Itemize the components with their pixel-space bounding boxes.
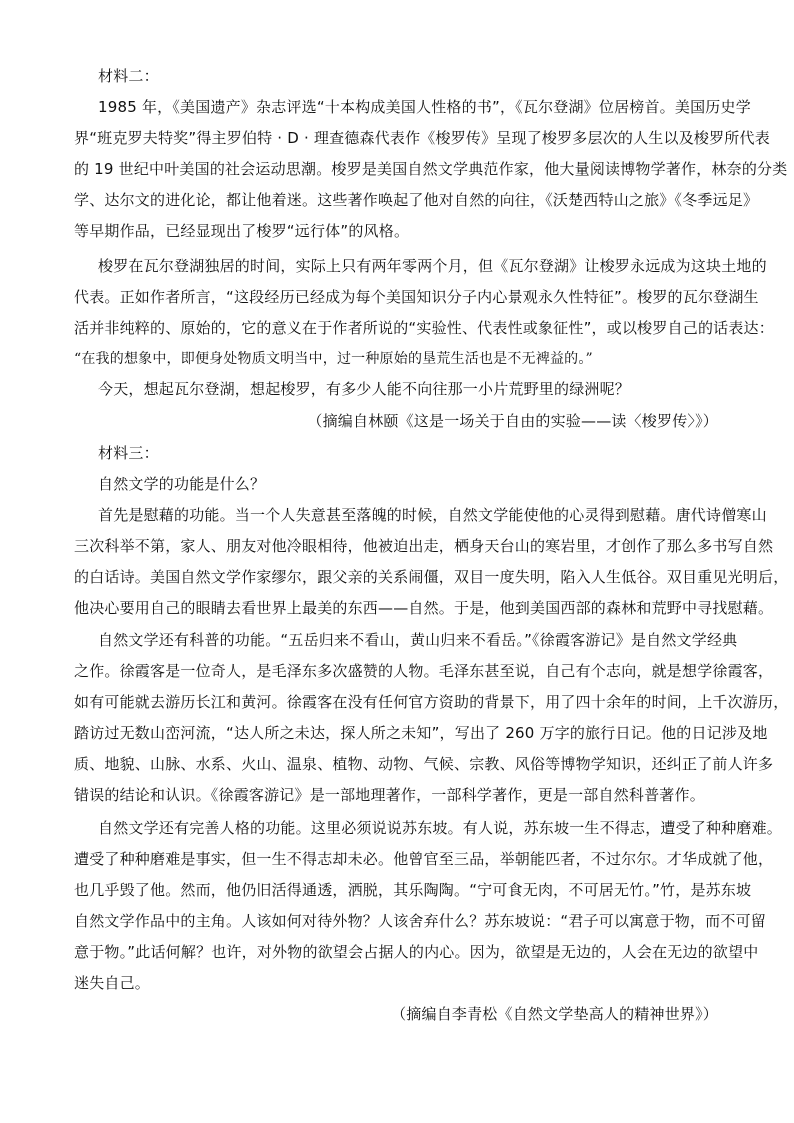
paragraph-line: 他决心要用自己的眼睛去看世界上最美的东西——自然。于是，他到美国西部的森林和荒野中寻找慰藉。 [74, 599, 774, 617]
paragraph-line: 如有可能就去游历长江和黄河。徐霞客在没有任何官方资助的背景下，用了四十余年的时间，上千次游历， [74, 693, 789, 711]
quote-line: “在我的想象中，即便身处物质文明当中，过一种原始的垦荒生活也是不无裨益的。” [74, 351, 593, 367]
paragraph-line: 质、地貌、山脉、水系、火山、温泉、植物、动物、气候、宗教、风俗等博物学知识，还纠正了前人许多 [74, 755, 774, 773]
paragraph-line: 代表。正如作者所言，“这段经历已经成为每个美国知识分子内心景观永久性特征”。梭罗的瓦尔登湖生 [74, 288, 759, 306]
material2-heading: 材料二： [98, 67, 159, 85]
paragraph-line: 意于物。”此话何解？也许，对外物的欲望会占据人的内心。因为，欲望是无边的，人会在无边的欲望中 [74, 943, 759, 961]
paragraph-line: 踏访过无数山峦河流，“达人所之未达，探人所之未知”，写出了 260 万字的旅行日记。他的日记涉及地 [74, 724, 768, 742]
paragraph-line: 迷失自己。 [74, 974, 151, 992]
paragraph-line: 自然文学还有科普的功能。“五岳归来不看山，黄山归来不看岳。”《徐霞客游记》是自然文学经典 [98, 631, 738, 649]
paragraph-line: 等早期作品，已经显现出了梭罗“远行体”的风格。 [74, 222, 410, 240]
source-citation: （摘编自林颐《这是一场关于自由的实验——读〈梭罗传〉》） [307, 412, 718, 430]
paragraph-line: 自然文学还有完善人格的功能。这里必须说说苏东坡。有人说，苏东坡一生不得志，遭受了种种磨难。 [98, 819, 783, 837]
paragraph-line: 界“班克罗夫特奖”得主罗伯特 · D · 理查德森代表作《梭罗传》呈现了梭罗多层次的人生以及梭罗所代表 [74, 129, 770, 147]
paragraph-line: 三次科举不第，家人、朋友对他冷眼相待，他被迫出走，栖身天台山的寒岩里，才创作了那么多书写自然 [74, 537, 774, 555]
source-citation: （摘编自李青松《自然文学垫高人的精神世界》） [391, 1005, 718, 1023]
paragraph-line: 的 19 世纪中叶美国的社会运动思潮。梭罗是美国自然文学典范作家，他大量阅读博物学著作，林奈的分类 [74, 160, 788, 178]
paragraph-line: 1985 年，《美国遗产》杂志评选“十本构成美国人性格的书”，《瓦尔登湖》位居榜首。美国历史学 [98, 98, 751, 116]
paragraph-line: 学、达尔文的进化论，都让他着迷。这些著作唤起了他对自然的向往，《沃楚西特山之旅》《冬季远足》 [74, 191, 759, 209]
paragraph-line: 活并非纯粹的、原始的，它的意义在于作者所说的“实验性、代表性或象征性”，或以梭罗自己的话表达： [74, 319, 774, 337]
paragraph-line: 遭受了种种磨难是事实，但一生不得志却未必。他曾官至三品，举朝能匹者，不过尔尔。才华成就了他， [74, 850, 774, 868]
paragraph-line: 梭罗在瓦尔登湖独居的时间，实际上只有两年零两个月，但《瓦尔登湖》让梭罗永远成为这块土地的 [98, 257, 767, 275]
material3-heading: 材料三： [98, 444, 159, 462]
paragraph-line: 自然文学作品中的主角。人该如何对待外物？人该舍弃什么？苏东坡说：“君子可以寓意于物，而不可留 [74, 912, 766, 930]
paragraph-line: 错误的结论和认识。《徐霞客游记》是一部地理著作，一部科学著作，更是一部自然科普著作。 [74, 786, 705, 804]
paragraph-line: 今天，想起瓦尔登湖，想起梭罗，有多少人能不向往那一小片荒野里的绿洲呢？ [98, 380, 631, 398]
paragraph-line: 的白话诗。美国自然文学作家缪尔，跟父亲的关系闹僵，双目一度失明，陷入人生低谷。双目重见光明后， [74, 568, 789, 586]
paragraph-line: 之作。徐霞客是一位奇人，是毛泽东多次盛赞的人物。毛泽东甚至说，自己有个志向，就是想学徐霞客， [74, 662, 774, 680]
paragraph-line: 自然文学的功能是什么？ [98, 475, 266, 493]
paragraph-line: 首先是慰藉的功能。当一个人失意甚至落魄的时候，自然文学能使他的心灵得到慰藉。唐代诗僧寒山 [98, 506, 767, 524]
paragraph-line: 也几乎毁了他。然而，他仍旧活得通透，洒脱，其乐陶陶。“宁可食无肉，不可居无竹。”竹，是苏东坡 [74, 881, 752, 899]
